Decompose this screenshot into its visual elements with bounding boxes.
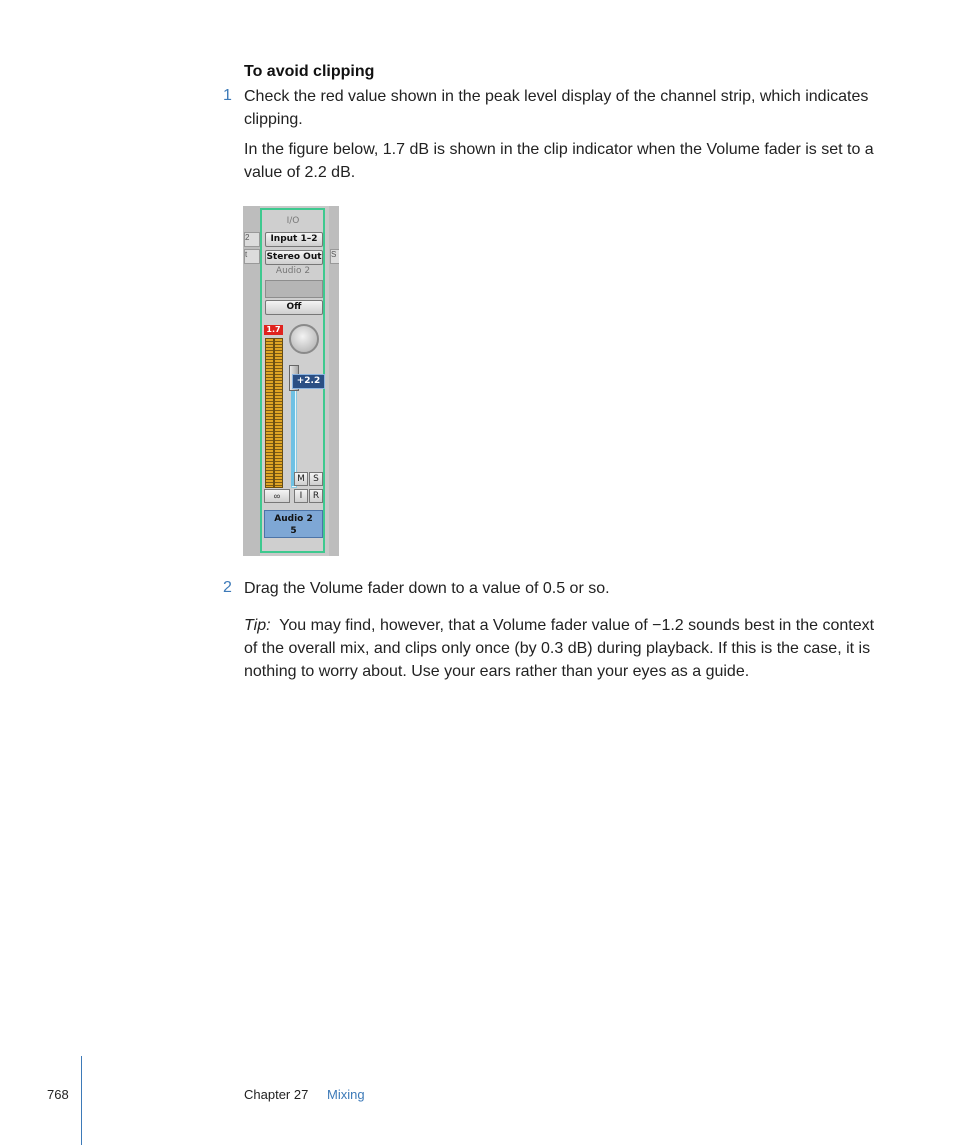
- step-text-2: Drag the Volume fader down to a value of 0.5 or so.: [244, 580, 610, 597]
- level-meter-right: [274, 338, 283, 488]
- footer-divider: [81, 1056, 82, 1145]
- footer-chapter: Chapter 27: [244, 1087, 309, 1102]
- insert-slot[interactable]: [265, 280, 323, 298]
- output-slot-button[interactable]: Stereo Out: [265, 250, 323, 265]
- channel-name-box[interactable]: [264, 510, 323, 538]
- channel-number: 5: [290, 526, 297, 536]
- neighbor-strip-right: [329, 206, 339, 556]
- page-number: 768: [47, 1087, 69, 1102]
- tip-paragraph: [244, 614, 880, 683]
- channel-label: Audio 2: [275, 266, 311, 276]
- step-number-2: 2: [223, 579, 232, 596]
- pan-knob[interactable]: [289, 324, 319, 354]
- channel-strip-figure: [243, 206, 339, 556]
- neighbor-cell: t: [244, 249, 260, 264]
- mute-button[interactable]: M: [294, 472, 308, 486]
- step-number-1: 1: [223, 87, 232, 104]
- volume-value-label: +2.2: [292, 374, 325, 389]
- channel-strip: [260, 208, 325, 553]
- channel-name: Audio 2: [274, 514, 313, 524]
- step-followup-1: In the figure below, 1.7 dB is shown in the clip indicator when the Volume fader is set to a value of 2.2 dB.: [244, 141, 874, 181]
- link-button[interactable]: ∞: [264, 489, 290, 503]
- tip-text: You may find, however, that a Volume fader value of −1.2 sounds best in the context of the overall mix, and clips only once (by 0.3 dB) during playback. If this is the case, it is nothing to worry about. Use your ears rather than your eyes as a guide.: [244, 617, 875, 680]
- footer-section-link[interactable]: Mixing: [327, 1087, 365, 1102]
- solo-button[interactable]: S: [309, 472, 323, 486]
- tip-label: Tip:: [244, 617, 271, 634]
- neighbor-cell: 2: [244, 232, 260, 247]
- io-label: I/O: [286, 216, 300, 226]
- level-meter-left: [265, 338, 274, 488]
- input-slot-button[interactable]: Input 1–2: [265, 232, 323, 247]
- step-text-1: Check the red value shown in the peak level display of the channel strip, which indicates clipping.: [244, 88, 869, 128]
- peak-level-display[interactable]: 1.7: [264, 325, 283, 335]
- neighbor-strip-left: [243, 206, 260, 556]
- input-monitor-button[interactable]: I: [294, 489, 308, 503]
- neighbor-cell: S: [330, 249, 339, 264]
- record-enable-button[interactable]: R: [309, 489, 323, 503]
- section-heading: To avoid clipping: [244, 63, 375, 80]
- automation-mode-button[interactable]: Off: [265, 300, 323, 315]
